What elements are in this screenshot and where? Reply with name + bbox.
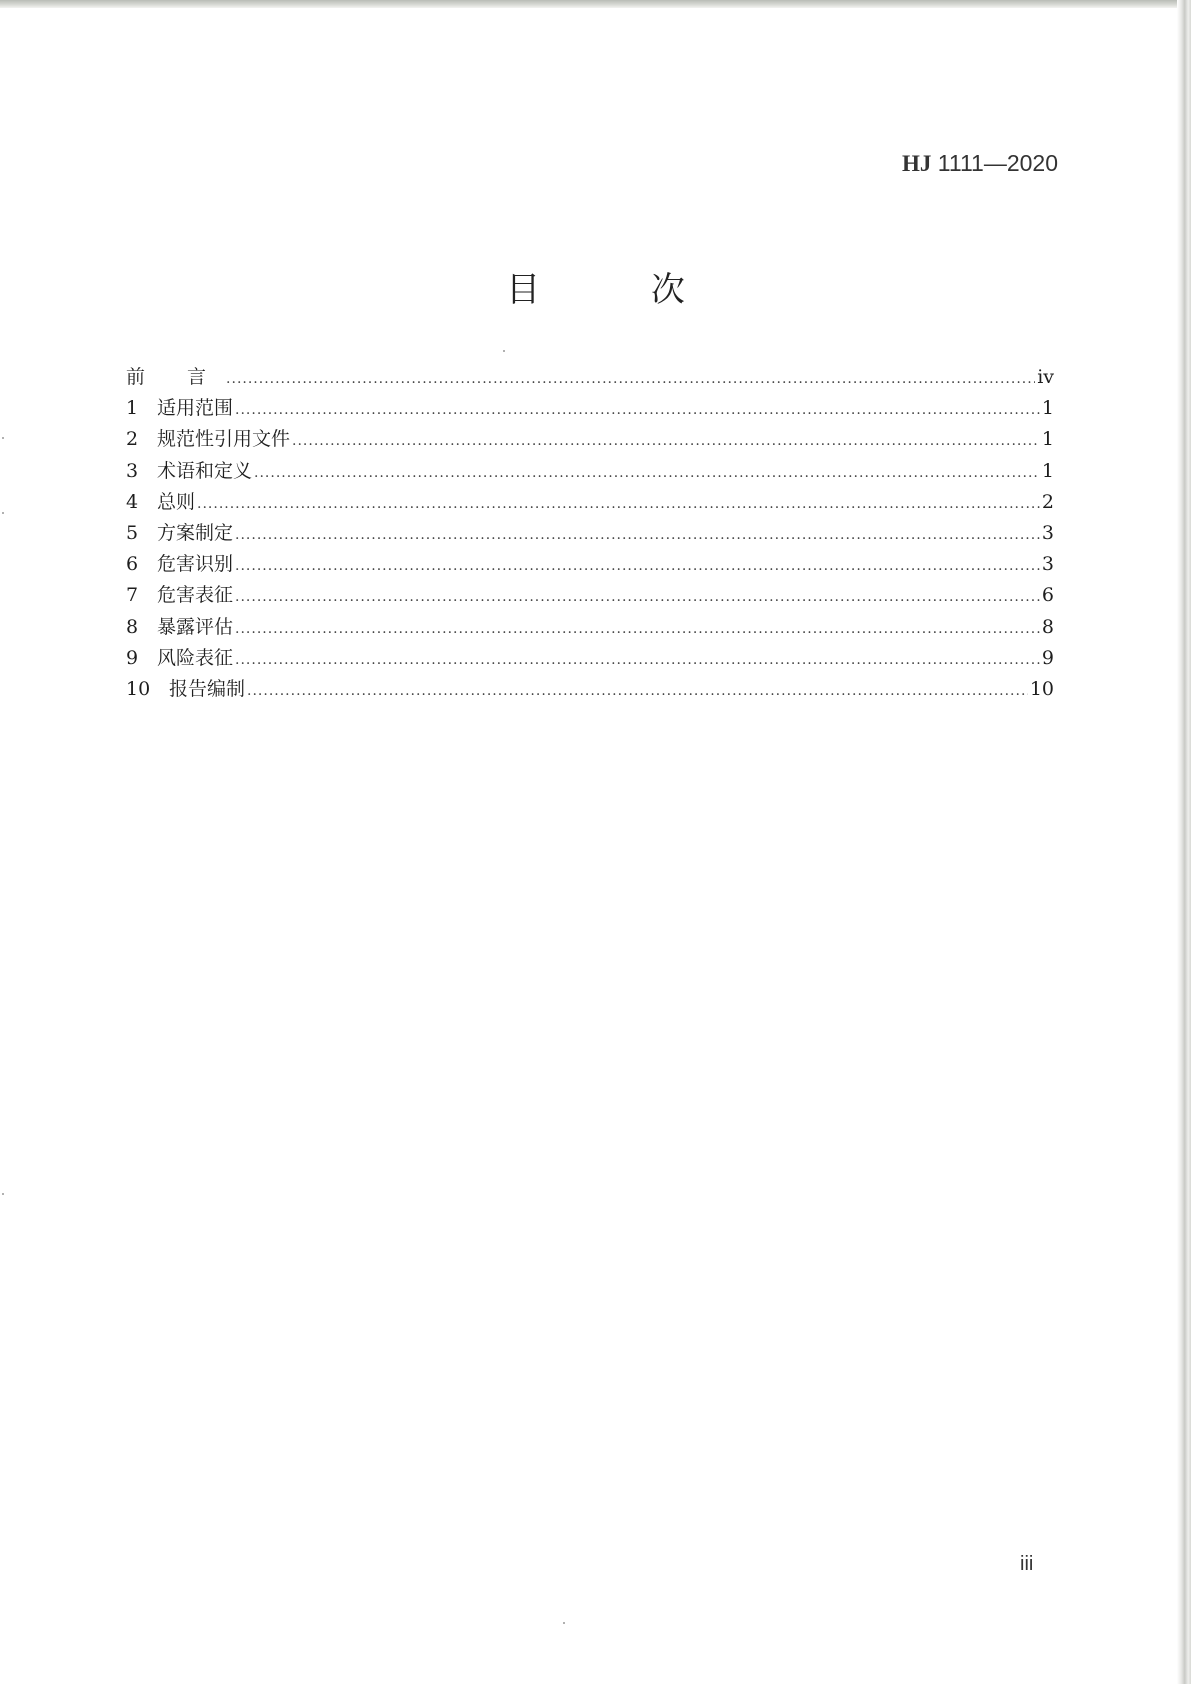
page-number: iii bbox=[1020, 1553, 1034, 1575]
toc-entry-number: 8 bbox=[126, 615, 139, 638]
toc-entry-number: 1 bbox=[126, 397, 139, 420]
toc-leader-dots bbox=[197, 489, 1040, 520]
toc-entry-page: 2 bbox=[1041, 490, 1054, 513]
toc-entry-foreword[interactable] bbox=[126, 362, 1054, 393]
toc-leader-dots bbox=[235, 395, 1040, 426]
toc-entry-page: 10 bbox=[1029, 677, 1054, 700]
toc-entry-page: 3 bbox=[1041, 553, 1054, 576]
scan-speck bbox=[2, 512, 4, 514]
toc-entry-number: 3 bbox=[126, 459, 139, 482]
toc-entry-6[interactable] bbox=[126, 549, 1054, 580]
toc-entry-number: 9 bbox=[126, 646, 139, 669]
toc-entry-page: iv bbox=[1037, 366, 1054, 388]
toc-entry-label: 报告编制 bbox=[169, 677, 246, 700]
standard-number: 1111—2020 bbox=[937, 150, 1058, 176]
scan-right-edge bbox=[1177, 0, 1191, 1684]
toc-entry-number: 4 bbox=[126, 490, 139, 513]
toc-leader-dots bbox=[235, 582, 1040, 613]
toc-leader-dots bbox=[235, 520, 1040, 551]
toc-entry-2[interactable] bbox=[126, 424, 1054, 455]
toc-entry-7[interactable] bbox=[126, 580, 1054, 611]
toc-entry-label: 前 言 bbox=[126, 366, 225, 388]
toc-entry-number: 5 bbox=[126, 521, 139, 544]
scan-top-edge bbox=[0, 0, 1191, 8]
toc-title: 目 次 bbox=[506, 270, 735, 310]
toc-entry-number: 6 bbox=[126, 553, 139, 576]
toc-entry-page: 1 bbox=[1041, 459, 1054, 482]
scan-speck bbox=[2, 437, 4, 439]
toc-leader-dots bbox=[235, 645, 1040, 676]
toc-entry-label: 暴露评估 bbox=[157, 615, 234, 638]
toc-entry-label: 危害识别 bbox=[157, 553, 234, 576]
toc-leader-dots bbox=[292, 426, 1040, 457]
scan-speck bbox=[503, 350, 505, 352]
toc-leader-dots bbox=[226, 364, 1035, 395]
table-of-contents bbox=[126, 362, 1054, 705]
toc-leader-dots bbox=[235, 614, 1040, 645]
scan-speck bbox=[563, 1622, 565, 1624]
toc-entry-8[interactable] bbox=[126, 612, 1054, 643]
toc-entry-number: 10 bbox=[126, 677, 151, 700]
toc-entry-4[interactable] bbox=[126, 487, 1054, 518]
toc-entry-page: 9 bbox=[1041, 646, 1054, 669]
toc-entry-5[interactable] bbox=[126, 518, 1054, 549]
toc-entry-label: 术语和定义 bbox=[157, 459, 253, 482]
toc-leader-dots bbox=[247, 676, 1028, 707]
scan-speck bbox=[2, 1193, 4, 1195]
toc-entry-9[interactable] bbox=[126, 643, 1054, 674]
toc-entry-1[interactable] bbox=[126, 393, 1054, 424]
toc-entry-10[interactable] bbox=[126, 674, 1054, 705]
toc-entry-label: 总则 bbox=[157, 490, 196, 513]
toc-entry-page: 1 bbox=[1041, 397, 1054, 420]
toc-entry-number: 7 bbox=[126, 584, 139, 607]
toc-entry-page: 3 bbox=[1041, 521, 1054, 544]
toc-leader-dots bbox=[254, 458, 1040, 489]
toc-entry-label: 适用范围 bbox=[157, 397, 234, 420]
toc-entry-number: 2 bbox=[126, 428, 139, 451]
toc-entry-3[interactable] bbox=[126, 456, 1054, 487]
toc-entry-page: 6 bbox=[1041, 584, 1054, 607]
toc-entry-label: 规范性引用文件 bbox=[157, 428, 291, 451]
toc-entry-page: 1 bbox=[1041, 428, 1054, 451]
toc-leader-dots bbox=[235, 551, 1040, 582]
standard-code bbox=[902, 150, 1058, 177]
toc-entry-label: 方案制定 bbox=[157, 521, 234, 544]
toc-entry-label: 危害表征 bbox=[157, 584, 234, 607]
toc-entry-label: 风险表征 bbox=[157, 646, 234, 669]
standard-prefix: HJ bbox=[902, 151, 932, 176]
toc-entry-page: 8 bbox=[1041, 615, 1054, 638]
